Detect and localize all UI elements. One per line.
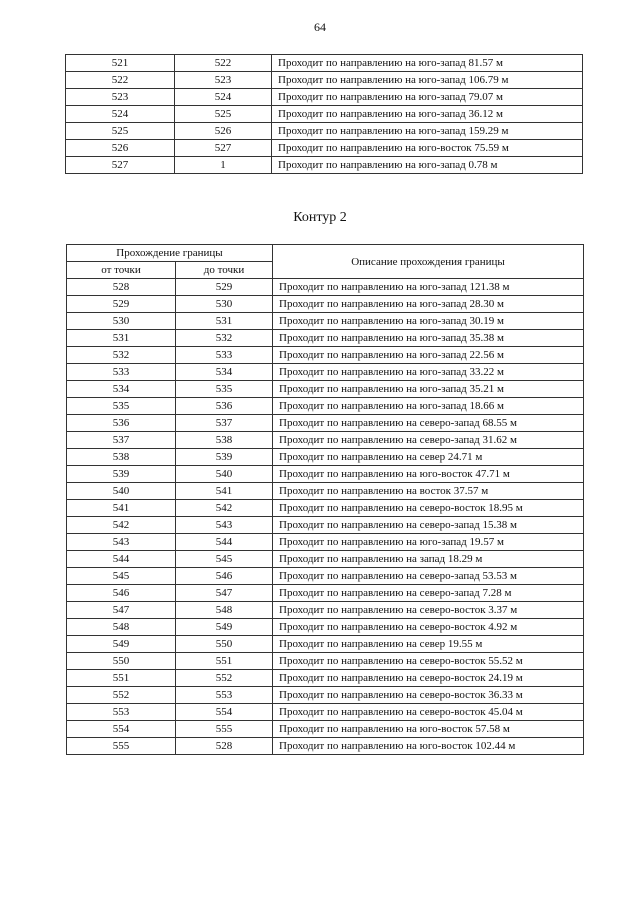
from-point-cell: 543 [67,534,176,551]
contour-2-title: Контур 2 [293,210,347,225]
description-cell: Проходит по направлению на северо-восток 55.52 м [273,653,584,670]
from-point-cell: 539 [67,466,176,483]
table-row [67,466,584,483]
from-point-cell: 552 [67,687,176,704]
from-point-cell: 536 [67,415,176,432]
to-point-cell: 543 [176,517,273,534]
table-row [66,55,583,72]
from-point-cell: 535 [67,398,176,415]
to-point-cell: 537 [176,415,273,432]
from-point-cell: 523 [66,89,175,106]
table-row [67,449,584,466]
from-point-cell: 530 [67,313,176,330]
description-cell: Проходит по направлению на северо-запад 68.55 м [273,415,584,432]
table-row [66,157,583,174]
description-cell: Проходит по направлению на северо-восток 3.37 м [273,602,584,619]
to-point-cell: 548 [176,602,273,619]
to-point-cell: 545 [176,551,273,568]
description-cell: Проходит по направлению на северо-запад 15.38 м [273,517,584,534]
table-row [67,568,584,585]
description-cell: Проходит по направлению на север 24.71 м [273,449,584,466]
table-row [67,381,584,398]
description-cell: Проходит по направлению на северо-запад 7.28 м [273,585,584,602]
to-point-cell: 533 [176,347,273,364]
to-point-cell: 527 [175,140,272,157]
table-row [67,517,584,534]
to-point-cell: 525 [175,106,272,123]
to-point-cell: 534 [176,364,273,381]
description-cell: Проходит по направлению на юго-запад 18.66 м [273,398,584,415]
to-point-cell: 553 [176,687,273,704]
from-point-cell: 554 [67,721,176,738]
to-point-cell: 531 [176,313,273,330]
header-passage: Прохождение границы [67,245,273,262]
table-row [67,432,584,449]
table-row [67,483,584,500]
to-point-cell: 552 [176,670,273,687]
to-point-cell: 532 [176,330,273,347]
contour-1-table [65,54,583,174]
contour-2-table-body [67,279,584,755]
to-point-cell: 551 [176,653,273,670]
description-cell: Проходит по направлению на юго-восток 102.44 м [273,738,584,755]
from-point-cell: 527 [66,157,175,174]
from-point-cell: 544 [67,551,176,568]
from-point-cell: 542 [67,517,176,534]
table-row [67,602,584,619]
to-point-cell: 546 [176,568,273,585]
description-cell: Проходит по направлению на северо-запад 31.62 м [273,432,584,449]
description-cell: Проходит по направлению на юго-запад 30.19 м [273,313,584,330]
table-row [67,398,584,415]
description-cell: Проходит по направлению на юго-запад 36.12 м [272,106,583,123]
description-cell: Проходит по направлению на юго-восток 57.58 м [273,721,584,738]
from-point-cell: 541 [67,500,176,517]
description-cell: Проходит по направлению на юго-запад 121.38 м [273,279,584,296]
to-point-cell: 522 [175,55,272,72]
from-point-cell: 533 [67,364,176,381]
from-point-cell: 549 [67,636,176,653]
table-row [67,551,584,568]
table-row [67,636,584,653]
description-cell: Проходит по направлению на запад 18.29 м [273,551,584,568]
description-cell: Проходит по направлению на юго-запад 159.29 м [272,123,583,140]
to-point-cell: 536 [176,398,273,415]
table-row [67,415,584,432]
from-point-cell: 540 [67,483,176,500]
description-cell: Проходит по направлению на юго-запад 35.21 м [273,381,584,398]
from-point-cell: 546 [67,585,176,602]
description-cell: Проходит по направлению на северо-восток 36.33 м [273,687,584,704]
description-cell: Проходит по направлению на северо-восток 24.19 м [273,670,584,687]
to-point-cell: 526 [175,123,272,140]
table-row [67,347,584,364]
table-row [67,721,584,738]
description-cell: Проходит по направлению на юго-запад 19.57 м [273,534,584,551]
table-row [67,738,584,755]
from-point-cell: 545 [67,568,176,585]
from-point-cell: 537 [67,432,176,449]
from-point-cell: 548 [67,619,176,636]
to-point-cell: 538 [176,432,273,449]
table-row [67,585,584,602]
description-cell: Проходит по направлению на юго-запад 0.78 м [272,157,583,174]
table-row [67,296,584,313]
from-point-cell: 551 [67,670,176,687]
from-point-cell: 555 [67,738,176,755]
page-number: 64 [314,20,326,34]
table-row [67,704,584,721]
contour-2-table-header [67,245,584,279]
description-cell: Проходит по направлению на юго-запад 79.07 м [272,89,583,106]
to-point-cell: 528 [176,738,273,755]
to-point-cell: 550 [176,636,273,653]
to-point-cell: 544 [176,534,273,551]
description-cell: Проходит по направлению на северо-запад 53.53 м [273,568,584,585]
from-point-cell: 550 [67,653,176,670]
to-point-cell: 547 [176,585,273,602]
table-row [66,89,583,106]
to-point-cell: 523 [175,72,272,89]
from-point-cell: 538 [67,449,176,466]
description-cell: Проходит по направлению на юго-запад 33.22 м [273,364,584,381]
to-point-cell: 539 [176,449,273,466]
from-point-cell: 524 [66,106,175,123]
description-cell: Проходит по направлению на юго-запад 81.57 м [272,55,583,72]
from-point-cell: 529 [67,296,176,313]
table-row [67,279,584,296]
from-point-cell: 528 [67,279,176,296]
to-point-cell: 524 [175,89,272,106]
header-to-point: до точки [176,262,273,279]
from-point-cell: 526 [66,140,175,157]
contour-1-table-body [66,55,583,174]
description-cell: Проходит по направлению на северо-восток 45.04 м [273,704,584,721]
from-point-cell: 534 [67,381,176,398]
from-point-cell: 547 [67,602,176,619]
table-row [67,500,584,517]
description-cell: Проходит по направлению на юго-восток 47.71 м [273,466,584,483]
table-row [67,687,584,704]
header-description: Описание прохождения границы [273,245,584,279]
to-point-cell: 530 [176,296,273,313]
to-point-cell: 529 [176,279,273,296]
table-row [66,123,583,140]
to-point-cell: 541 [176,483,273,500]
table-row [66,106,583,123]
to-point-cell: 554 [176,704,273,721]
description-cell: Проходит по направлению на юго-запад 28.30 м [273,296,584,313]
table-row [67,670,584,687]
from-point-cell: 522 [66,72,175,89]
description-cell: Проходит по направлению на юго-запад 22.56 м [273,347,584,364]
from-point-cell: 531 [67,330,176,347]
to-point-cell: 555 [176,721,273,738]
header-from-point: от точки [67,262,176,279]
to-point-cell: 542 [176,500,273,517]
from-point-cell: 525 [66,123,175,140]
description-cell: Проходит по направлению на юго-запад 106.79 м [272,72,583,89]
from-point-cell: 553 [67,704,176,721]
table-row [67,619,584,636]
to-point-cell: 535 [176,381,273,398]
to-point-cell: 540 [176,466,273,483]
to-point-cell: 1 [175,157,272,174]
table-row [67,534,584,551]
description-cell: Проходит по направлению на восток 37.57 м [273,483,584,500]
description-cell: Проходит по направлению на северо-восток 4.92 м [273,619,584,636]
description-cell: Проходит по направлению на юго-восток 75.59 м [272,140,583,157]
table-row [67,364,584,381]
from-point-cell: 532 [67,347,176,364]
from-point-cell: 521 [66,55,175,72]
table-row [66,140,583,157]
description-cell: Проходит по направлению на северо-восток 18.95 м [273,500,584,517]
table-row [67,330,584,347]
description-cell: Проходит по направлению на север 19.55 м [273,636,584,653]
description-cell: Проходит по направлению на юго-запад 35.38 м [273,330,584,347]
table-row [67,653,584,670]
table-row [66,72,583,89]
contour-2-table [66,244,584,755]
table-row [67,313,584,330]
to-point-cell: 549 [176,619,273,636]
